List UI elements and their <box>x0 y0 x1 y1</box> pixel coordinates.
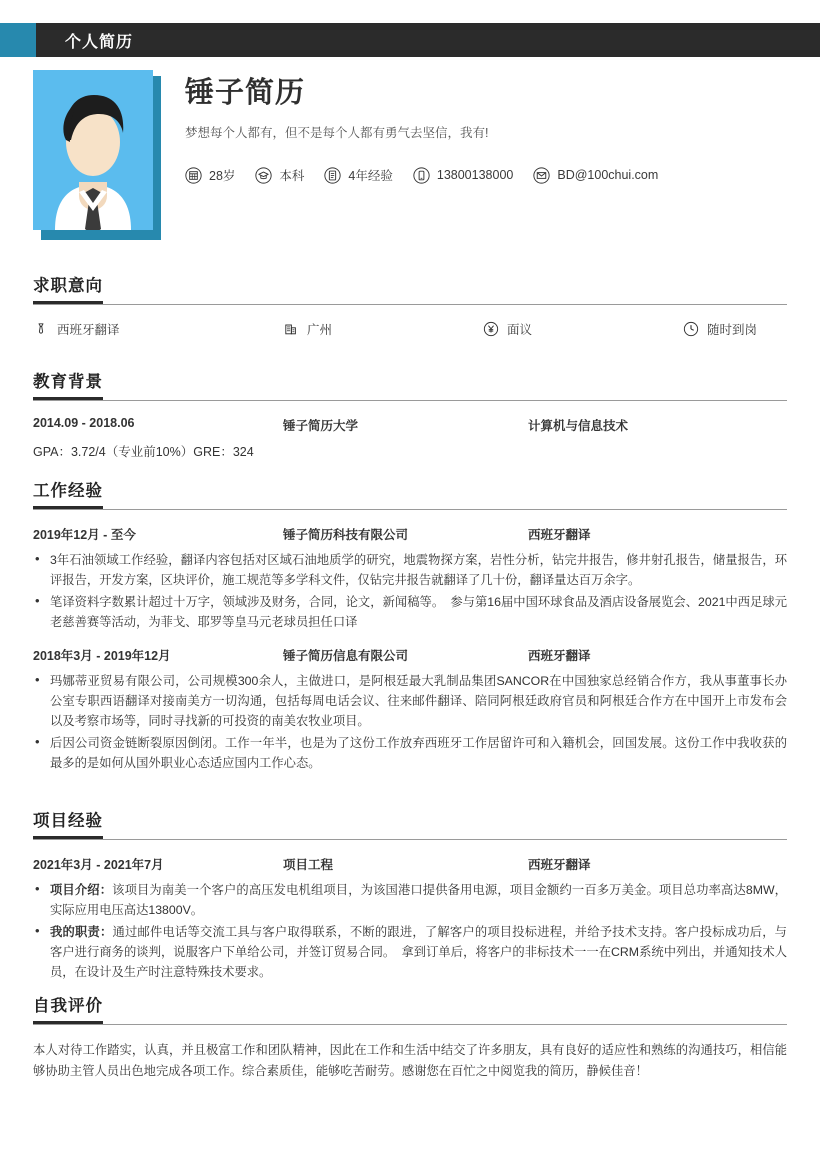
section-title: 自我评价 <box>33 992 103 1024</box>
work-bullets <box>33 671 787 773</box>
section-title: 项目经验 <box>33 807 103 839</box>
section-header <box>33 368 787 402</box>
project-entry <box>33 855 787 982</box>
intention-salary <box>483 320 683 338</box>
section-rule <box>33 400 787 401</box>
candidate-tagline: 梦想每个人都有，但不是每个人都有勇气去坚信，我有! <box>185 125 489 140</box>
list-item: • 3年石油领域工作经验，翻译内容包括对区域石油地质学的研究，地震物探方案，岩性分析，钻完井报告，修井射孔报告，储量报告，环评报告，开发方案，区块评价，施工规范等多学科文件，仅钻完井报告就翻译了几十份，翻译量达百万余字。 <box>33 550 787 590</box>
avatar-photo <box>33 70 153 230</box>
clock-icon <box>683 321 699 337</box>
entry-major: 计算机与信息技术 <box>528 419 629 433</box>
entry-date: 2018年3月 - 2019年12月 <box>33 649 171 663</box>
section-title: 教育背景 <box>33 368 103 400</box>
list-item: • 笔译资料字数累计超过十万字，领域涉及财务，合同，论文，新闻稿等。 参与第16届中国环球食品及酒店设备展览会、2021中西足球元老慈善赛等活动，为菲戈、耶罗等皇马元老球员担任口译 <box>33 592 787 632</box>
section-rule <box>33 1024 787 1025</box>
section-education <box>33 368 787 460</box>
section-intention <box>33 272 787 338</box>
intention-availability <box>683 320 757 338</box>
section-header <box>33 992 787 1026</box>
entry-header <box>33 646 787 664</box>
list-item <box>33 922 787 982</box>
selfeval-text: 本人对待工作踏实，认真，并且极富工作和团队精神，因此在工作和生活中结交了许多朋友，具有良好的适应性和熟练的沟通技巧，相信能够协助主管人员出色地完成各项工作。综合素质佳，能够吃苦耐劳。感谢您在百忙之中阅览我的简历，静候佳音！ <box>33 1043 787 1078</box>
contact-degree <box>255 166 304 184</box>
entry-date: 2014.09 - 2018.06 <box>33 416 135 430</box>
email-icon <box>533 167 550 184</box>
yen-icon <box>483 321 499 337</box>
contact-experience-value: 4年经验 <box>348 169 393 183</box>
entry-date: 2021年3月 - 2021年7月 <box>33 858 164 872</box>
profile-block <box>33 70 793 240</box>
page-title: 个人简历 <box>65 33 134 51</box>
building-icon <box>283 321 299 337</box>
contact-phone-value: 13800138000 <box>436 168 514 182</box>
work-entry <box>33 525 787 632</box>
work-entry <box>33 646 787 773</box>
section-header <box>33 272 787 306</box>
entry-header <box>33 855 787 873</box>
entry-project-name: 项目工程 <box>283 858 334 872</box>
header-bar <box>0 23 820 57</box>
contact-age-value: 28岁 <box>209 169 236 183</box>
intention-position-value: 西班牙翻译 <box>57 323 120 337</box>
bullet-text: 通过邮件电话等交流工具与客户取得联系，不断的跟进，了解客户的项目投标进程，并给予技术支持。客户投标成功后，与客户进行商务的谈判，说服客户下单给公司，并签订贸易合同。 拿到订单后，将客户的非标技术一一在CRM系统中列出，并通知技术人员，在设计及生产时注意特殊技术要求。 <box>50 925 787 979</box>
entry-role: 西班牙翻译 <box>528 528 591 542</box>
header-accent-block <box>0 23 36 57</box>
entry-header <box>33 525 787 543</box>
contact-phone <box>413 167 513 184</box>
contact-age <box>185 166 235 184</box>
section-selfeval <box>33 992 787 1082</box>
section-header <box>33 477 787 511</box>
calendar-icon <box>185 167 202 184</box>
entry-role: 西班牙翻译 <box>528 649 591 663</box>
header-dark-bar <box>36 23 820 57</box>
intention-availability-value: 随时到岗 <box>707 323 758 337</box>
bullet-label: 项目介绍： <box>50 883 113 897</box>
entry-school: 锤子简历大学 <box>283 419 359 433</box>
entry-header <box>33 416 787 434</box>
list-item <box>33 880 787 920</box>
section-header <box>33 807 787 841</box>
avatar <box>33 70 161 240</box>
section-title: 求职意向 <box>33 272 103 304</box>
section-work <box>33 477 787 775</box>
entry-role: 西班牙翻译 <box>528 858 591 872</box>
candidate-name: 锤子简历 <box>185 77 306 109</box>
contact-degree-value: 本科 <box>279 169 305 183</box>
project-bullets <box>33 880 787 982</box>
intention-salary-value: 面议 <box>507 323 533 337</box>
contact-email-value: BD@100chui.com <box>557 168 659 182</box>
contact-email <box>533 167 658 184</box>
bullet-label: 我的职责： <box>50 925 113 939</box>
section-rule <box>33 839 787 840</box>
education-detail: GPA：3.72/4（专业前10%）GRE：324 <box>33 445 254 459</box>
contact-row <box>185 166 678 184</box>
intention-list <box>33 320 787 338</box>
intention-position <box>33 320 283 338</box>
tie-icon <box>33 321 49 337</box>
entry-company: 锤子简历科技有限公司 <box>283 528 409 542</box>
section-project <box>33 807 787 984</box>
phone-icon <box>413 167 430 184</box>
intention-city-value: 广州 <box>307 323 333 337</box>
education-entry <box>33 416 787 460</box>
graduation-cap-icon <box>255 167 272 184</box>
intention-city <box>283 320 483 338</box>
section-rule <box>33 304 787 305</box>
bullet-text: 该项目为南美一个客户的高压发电机组项目，为该国港口提供备用电源，项目金额约一百多万美金。项目总功率高达8MW，实际应用电压高达13800V。 <box>50 883 787 917</box>
section-title: 工作经验 <box>33 477 103 509</box>
entry-company: 锤子简历信息有限公司 <box>283 649 409 663</box>
work-bullets <box>33 550 787 632</box>
list-item: • 玛娜蒂亚贸易有限公司，公司规模300余人，主做进口，是阿根廷最大乳制品集团SANCOR在中国独家总经销合作方，我从事董事长办公室专职西语翻译对接南美方一切沟通，包括每周电话会议、往来邮件翻译、陪同阿根廷政府官员和阿根廷合作方在中国开上市发布会以及考察市场等，同时寻找新的可投资的南美农牧业项目。 <box>33 671 787 731</box>
section-rule <box>33 509 787 510</box>
identity <box>185 78 793 141</box>
contact-experience <box>324 166 392 184</box>
document-icon <box>324 167 341 184</box>
entry-date: 2019年12月 - 至今 <box>33 528 136 542</box>
list-item: • 后因公司资金链断裂原因倒闭。工作一年半，也是为了这份工作放弃西班牙工作居留许可和入籍机会，回国发展。这份工作中我收获的最多的是如何从国外职业心态适应国内工作心态。 <box>33 733 787 773</box>
